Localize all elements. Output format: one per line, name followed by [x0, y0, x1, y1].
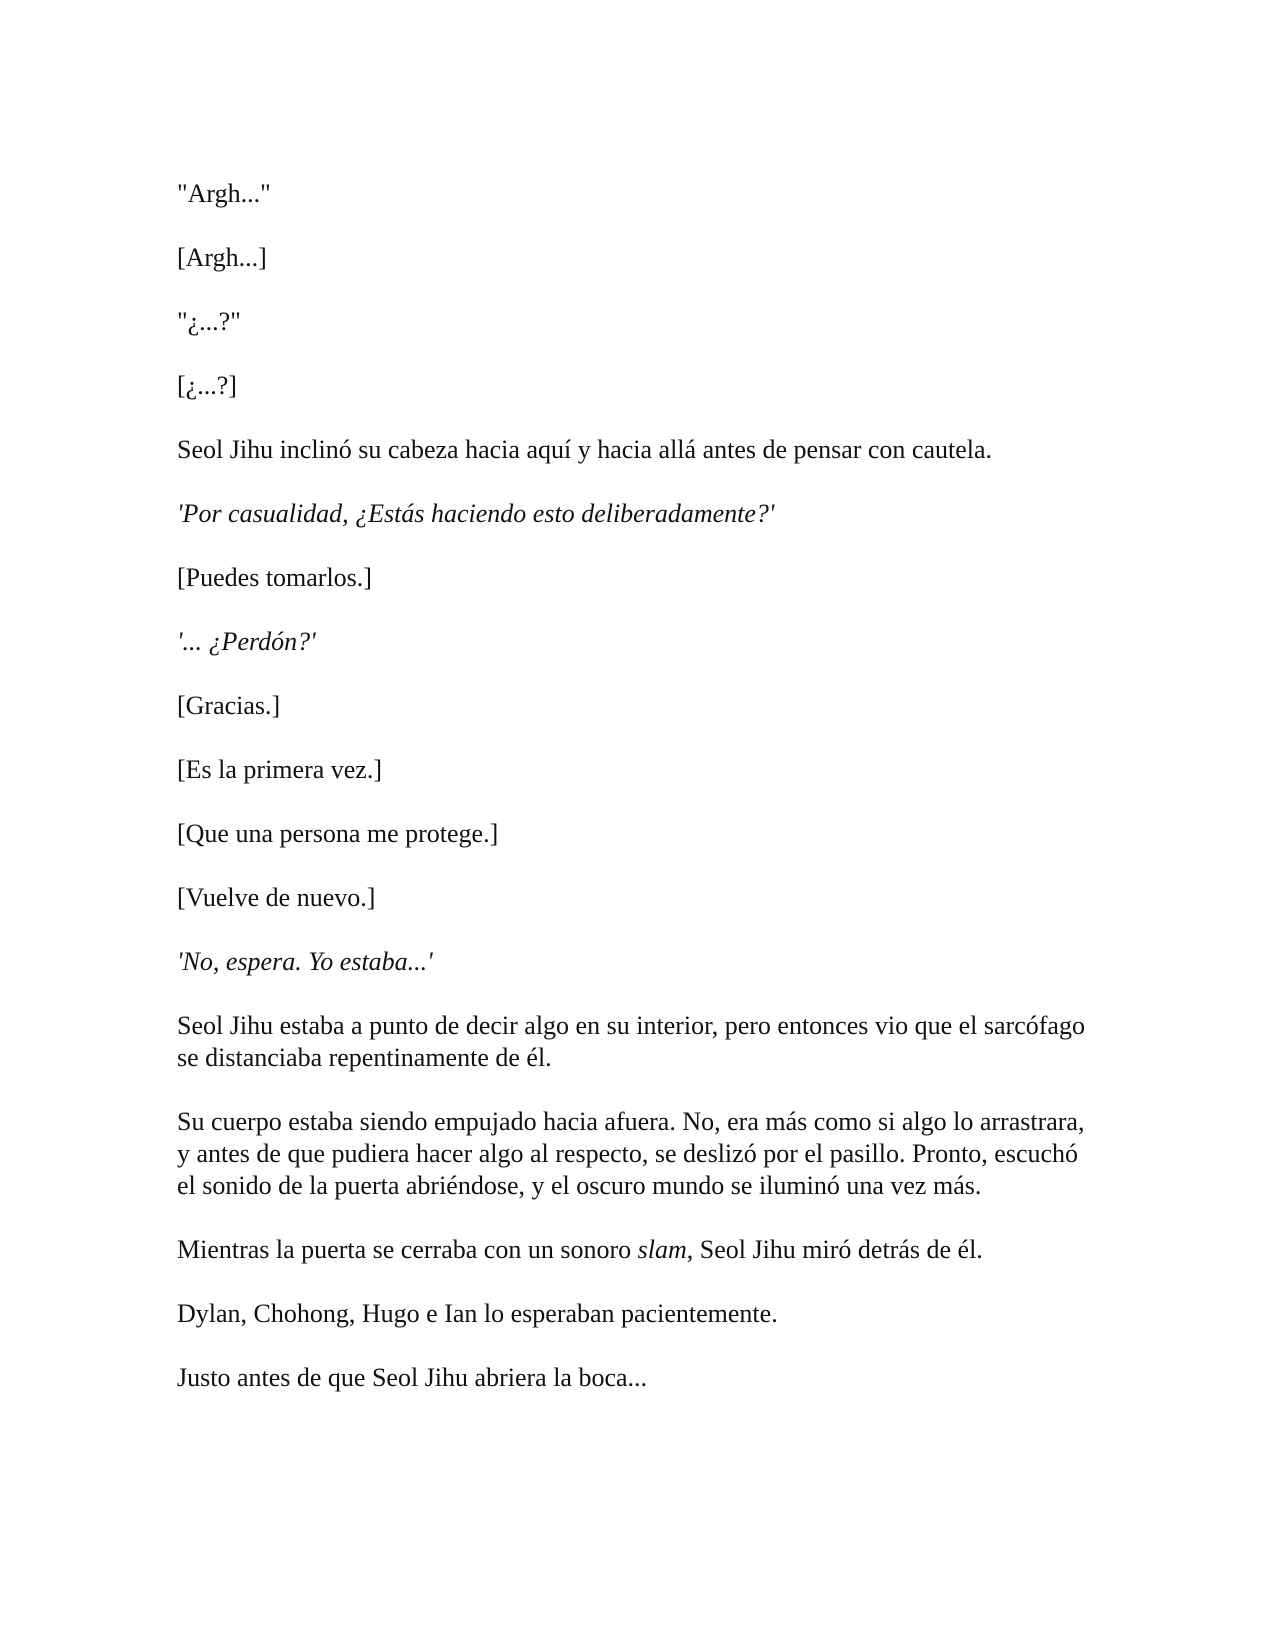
emphasized-word: slam — [637, 1235, 687, 1264]
system-message: [Es la primera vez.] — [177, 755, 383, 784]
narration-paragraph: Su cuerpo estaba siendo empujado hacia afuera. No, era más como si algo lo arrastrara, y antes de que pudiera hacer algo al respecto, se deslizó por el pasillo. Pronto, escuchó el sonido de la puerta abriéndose, y el oscuro mundo se iluminó una vez más. — [177, 1107, 1085, 1200]
inner-thought: 'Por casualidad, ¿Estás haciendo esto deliberadamente?' — [177, 499, 775, 528]
system-message: [Puedes tomarlos.] — [177, 563, 372, 592]
narration-paragraph: Seol Jihu inclinó su cabeza hacia aquí y hacia allá antes de pensar con cautela. — [177, 435, 993, 464]
narration-text: Mientras la puerta se cerraba con un sonoro — [177, 1235, 638, 1264]
system-message: [Vuelve de nuevo.] — [177, 883, 376, 912]
system-message: [Argh...] — [177, 243, 267, 272]
narration-text: , Seol Jihu miró detrás de él. — [686, 1235, 983, 1264]
system-message: [¿...?] — [177, 371, 237, 400]
system-message: [Gracias.] — [177, 691, 281, 720]
dialogue-line: "¿...?" — [177, 307, 241, 336]
system-message: [Que una persona me protege.] — [177, 819, 499, 848]
inner-thought: '... ¿Perdón?' — [177, 627, 316, 656]
narration-paragraph: Dylan, Chohong, Hugo e Ian lo esperaban pacientemente. — [177, 1299, 778, 1328]
inner-thought: 'No, espera. Yo estaba...' — [177, 947, 433, 976]
narration-paragraph: Seol Jihu estaba a punto de decir algo en su interior, pero entonces vio que el sarcófago se distanciaba repentinamente de él. — [177, 1011, 1085, 1072]
dialogue-line: "Argh..." — [177, 179, 271, 208]
document-body — [177, 178, 1097, 1426]
narration-paragraph — [177, 1234, 1097, 1266]
narration-paragraph: Justo antes de que Seol Jihu abriera la boca... — [177, 1363, 648, 1392]
